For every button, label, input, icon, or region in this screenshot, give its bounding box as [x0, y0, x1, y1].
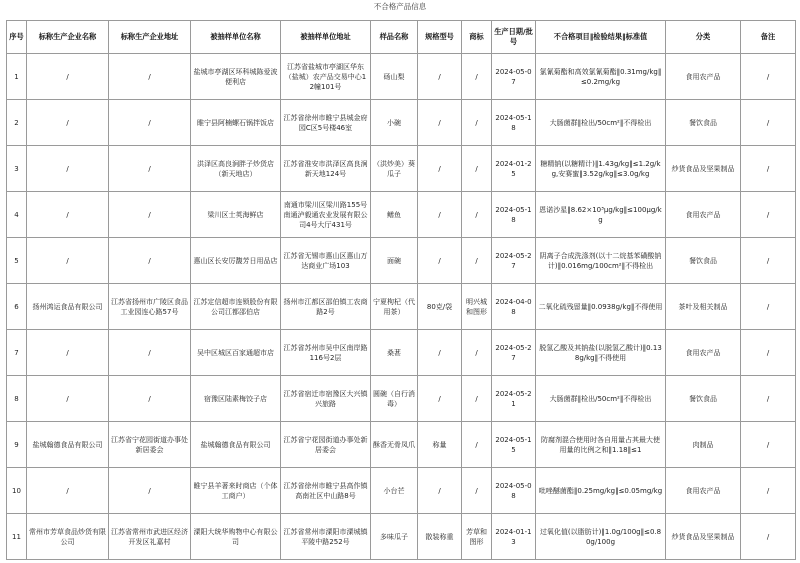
table-cell: 江苏省宁花园街道办事处新居委会: [109, 422, 191, 468]
table-cell: /: [462, 100, 492, 146]
table-cell: /: [741, 330, 796, 376]
table-cell: 2024-05-07: [492, 54, 536, 100]
table-cell: 惠山区长安厉馥芳日用品店: [191, 238, 281, 284]
table-cell: 洪泽区高良涧胖子炒货店（新天地店）: [191, 146, 281, 192]
table-cell: 阴离子合成洗涤剂(以十二烷基苯磺酸钠计)‖0.016mg/100cm²‖不得检出: [536, 238, 666, 284]
table-cell: 防腐剂混合使用时各自用量占其最大使用量的比例之和‖1.18‖≤1: [536, 422, 666, 468]
table-cell: 2024-05-18: [492, 100, 536, 146]
table-cell: /: [418, 54, 462, 100]
table-cell: 大肠菌群‖检出/50cm²‖不得检出: [536, 376, 666, 422]
table-cell: /: [27, 192, 109, 238]
table-cell: 脱氢乙酸及其钠盐(以脱氢乙酸计)‖0.138g/kg‖不得使用: [536, 330, 666, 376]
table-cell: 溧阳大统华购物中心有限公司: [191, 514, 281, 560]
table-row: [7, 238, 796, 284]
table-cell: /: [462, 422, 492, 468]
column-header: 标称生产企业名称: [27, 21, 109, 54]
table-cell: 小碗: [371, 100, 418, 146]
table-cell: 扬州鸿运食品有限公司: [27, 284, 109, 330]
table-row: [7, 330, 796, 376]
table-cell: 过氧化值(以脂肪计)‖1.0g/100g‖≤0.80g/100g: [536, 514, 666, 560]
table-caption: 不合格产品信息: [373, 2, 427, 11]
table-cell: 称量: [418, 422, 462, 468]
table-cell: 5: [7, 238, 27, 284]
table-cell: 鳝鱼: [371, 192, 418, 238]
header-row: [7, 21, 796, 54]
table-header: [7, 21, 796, 54]
table-cell: /: [462, 54, 492, 100]
table-cell: /: [109, 54, 191, 100]
table-cell: /: [418, 100, 462, 146]
table-body: [7, 54, 796, 560]
table-cell: /: [109, 100, 191, 146]
table-row: [7, 54, 796, 100]
table-cell: /: [462, 192, 492, 238]
table-cell: 餐饮食品: [666, 100, 741, 146]
table-cell: 炒货食品及坚果制品: [666, 146, 741, 192]
table-cell: 3: [7, 146, 27, 192]
table-cell: 6: [7, 284, 27, 330]
column-header: 生产日期/批号: [492, 21, 536, 54]
table-cell: 4: [7, 192, 27, 238]
table-cell: /: [462, 146, 492, 192]
table-cell: 2: [7, 100, 27, 146]
table-cell: 恩诺沙星‖8.62×10³μg/kg‖≤100μg/kg: [536, 192, 666, 238]
table-cell: 江苏省徐州市睢宁县高作镇高南社区中山路8号: [281, 468, 371, 514]
table-cell: /: [462, 330, 492, 376]
table-cell: /: [27, 100, 109, 146]
column-header: 被抽样单位名称: [191, 21, 281, 54]
table-cell: 10: [7, 468, 27, 514]
table-cell: /: [741, 238, 796, 284]
table-cell: /: [109, 468, 191, 514]
table-cell: /: [109, 146, 191, 192]
table-cell: 散装称重: [418, 514, 462, 560]
table-cell: /: [418, 376, 462, 422]
table-row: [7, 284, 796, 330]
table-cell: 江苏省常州市溧阳市溧城镇平陵中路252号: [281, 514, 371, 560]
table-cell: 糖精钠(以糖精计)‖1.43g/kg‖≤1.2g/kg,安赛蜜‖3.52g/kg‖≤3.0g/kg: [536, 146, 666, 192]
table-row: [7, 192, 796, 238]
table-cell: /: [741, 192, 796, 238]
table-cell: 盐城市亭湖区环科城陈爱波便利店: [191, 54, 281, 100]
table-cell: /: [462, 468, 492, 514]
column-header: 分类: [666, 21, 741, 54]
table-cell: 宁夏枸杞（代用茶）: [371, 284, 418, 330]
column-header: 商标: [462, 21, 492, 54]
table-cell: 面碗: [371, 238, 418, 284]
table-row: [7, 146, 796, 192]
table-cell: 2024-05-18: [492, 192, 536, 238]
table-cell: 11: [7, 514, 27, 560]
table-cell: 睢宁县阿楠螺石锅拌饭店: [191, 100, 281, 146]
table-cell: 餐饮食品: [666, 376, 741, 422]
table-row: [7, 100, 796, 146]
table-cell: 扬州市江都区邵伯镇工农商路2号: [281, 284, 371, 330]
table-cell: /: [418, 192, 462, 238]
table-cell: 炒货食品及坚果制品: [666, 514, 741, 560]
table-cell: 2024-05-27: [492, 330, 536, 376]
table-cell: 2024-04-08: [492, 284, 536, 330]
table-cell: /: [418, 330, 462, 376]
table-cell: 南通市梁川区梁川路155号南通泸毅通农业发展有限公司4号大厅431号: [281, 192, 371, 238]
table-cell: 氯氰菊酯和高效氯氰菊酯‖0.31mg/kg‖≤0.2mg/kg: [536, 54, 666, 100]
column-header: 样品名称: [371, 21, 418, 54]
table-cell: 大肠菌群‖检出/50cm²‖不得检出: [536, 100, 666, 146]
table-cell: 宿豫区陆素梅饺子店: [191, 376, 281, 422]
table-cell: 9: [7, 422, 27, 468]
column-header: 规格型号: [418, 21, 462, 54]
table-cell: 2024-05-08: [492, 468, 536, 514]
table-row: [7, 468, 796, 514]
table-cell: /: [109, 376, 191, 422]
table-cell: 江苏省无锡市惠山区惠山万达商业广场103: [281, 238, 371, 284]
column-header: 标称生产企业地址: [109, 21, 191, 54]
table-cell: /: [27, 376, 109, 422]
table-row: [7, 422, 796, 468]
table-cell: /: [418, 238, 462, 284]
table-cell: /: [741, 146, 796, 192]
table-cell: 食用农产品: [666, 468, 741, 514]
table-cell: 江苏省扬州市广陵区食品工业园连心路57号: [109, 284, 191, 330]
table-cell: 1: [7, 54, 27, 100]
table-row: [7, 376, 796, 422]
table-cell: 江苏省宁花园街道办事处新居委会: [281, 422, 371, 468]
table-cell: 桑葚: [371, 330, 418, 376]
column-header: 备注: [741, 21, 796, 54]
column-header: 被抽样单位地址: [281, 21, 371, 54]
table-cell: 江苏省苏州市吴中区南岸路116号2层: [281, 330, 371, 376]
table-cell: /: [741, 54, 796, 100]
table-cell: 8: [7, 376, 27, 422]
table-cell: /: [418, 468, 462, 514]
table-cell: 食用农产品: [666, 54, 741, 100]
table-cell: 吴中区城区百家通超市店: [191, 330, 281, 376]
table-cell: 2024-01-13: [492, 514, 536, 560]
table-cell: /: [741, 514, 796, 560]
table-cell: 2024-05-27: [492, 238, 536, 284]
table-cell: /: [741, 422, 796, 468]
table-cell: 盐城翰德食品有限公司: [27, 422, 109, 468]
table-cell: 江苏省宿迁市宿豫区大兴镇兴旅路: [281, 376, 371, 422]
column-header: 序号: [7, 21, 27, 54]
table-cell: 小台芒: [371, 468, 418, 514]
table-cell: 江苏定信超市连锁股份有限公司江都邵伯店: [191, 284, 281, 330]
table-cell: /: [27, 330, 109, 376]
table-cell: 二氧化硫残留量‖0.0938g/kg‖不得使用: [536, 284, 666, 330]
table-cell: /: [27, 238, 109, 284]
table-cell: /: [109, 192, 191, 238]
table-cell: 茶叶及相关制品: [666, 284, 741, 330]
table-cell: /: [462, 238, 492, 284]
table-cell: /: [109, 330, 191, 376]
table-cell: /: [741, 100, 796, 146]
table-cell: 食用农产品: [666, 192, 741, 238]
table-cell: 吡唑醚菌酯‖0.25mg/kg‖≤0.05mg/kg: [536, 468, 666, 514]
table-cell: 7: [7, 330, 27, 376]
table-row: [7, 514, 796, 560]
table-cell: /: [27, 54, 109, 100]
table-cell: 江苏省淮安市洪泽区高良涧新天地124号: [281, 146, 371, 192]
table-cell: 砀山梨: [371, 54, 418, 100]
table-cell: 餐饮食品: [666, 238, 741, 284]
table-cell: 2024-01-25: [492, 146, 536, 192]
table-cell: 盐城翰德食品有限公司: [191, 422, 281, 468]
table-cell: 明兴城和图形: [462, 284, 492, 330]
table-cell: /: [741, 284, 796, 330]
table-cell: /: [27, 468, 109, 514]
table-cell: 江苏省徐州市睢宁县城金府园C区5号楼46室: [281, 100, 371, 146]
table-cell: /: [462, 376, 492, 422]
table-cell: /: [27, 146, 109, 192]
column-header: 不合格项目‖检验结果‖标准值: [536, 21, 666, 54]
table-cell: 80克/袋: [418, 284, 462, 330]
table-cell: 芳草和图形: [462, 514, 492, 560]
table-cell: 多味瓜子: [371, 514, 418, 560]
table-cell: （洪炒美）葵瓜子: [371, 146, 418, 192]
table-cell: /: [418, 146, 462, 192]
table-cell: 江苏省盐城市亭湖区华东（盐城）农产品交易中心12幢101号: [281, 54, 371, 100]
table-cell: 酥香无骨凤爪: [371, 422, 418, 468]
table-cell: 梁川区士英海鲜店: [191, 192, 281, 238]
table-cell: 2024-05-21: [492, 376, 536, 422]
table-cell: 2024-05-15: [492, 422, 536, 468]
table-cell: /: [741, 376, 796, 422]
table-cell: 圆碗（自行消毒）: [371, 376, 418, 422]
table-cell: /: [741, 468, 796, 514]
nonconforming-products-table: [6, 20, 796, 560]
table-cell: 肉制品: [666, 422, 741, 468]
table-cell: 睢宁县羊著来时商店（个体工商户）: [191, 468, 281, 514]
table-cell: 江苏省常州市武进区经济开发区礼嘉村: [109, 514, 191, 560]
table-cell: 常州市芳草食品炒货有限公司: [27, 514, 109, 560]
table-cell: /: [109, 238, 191, 284]
table-cell: 食用农产品: [666, 330, 741, 376]
